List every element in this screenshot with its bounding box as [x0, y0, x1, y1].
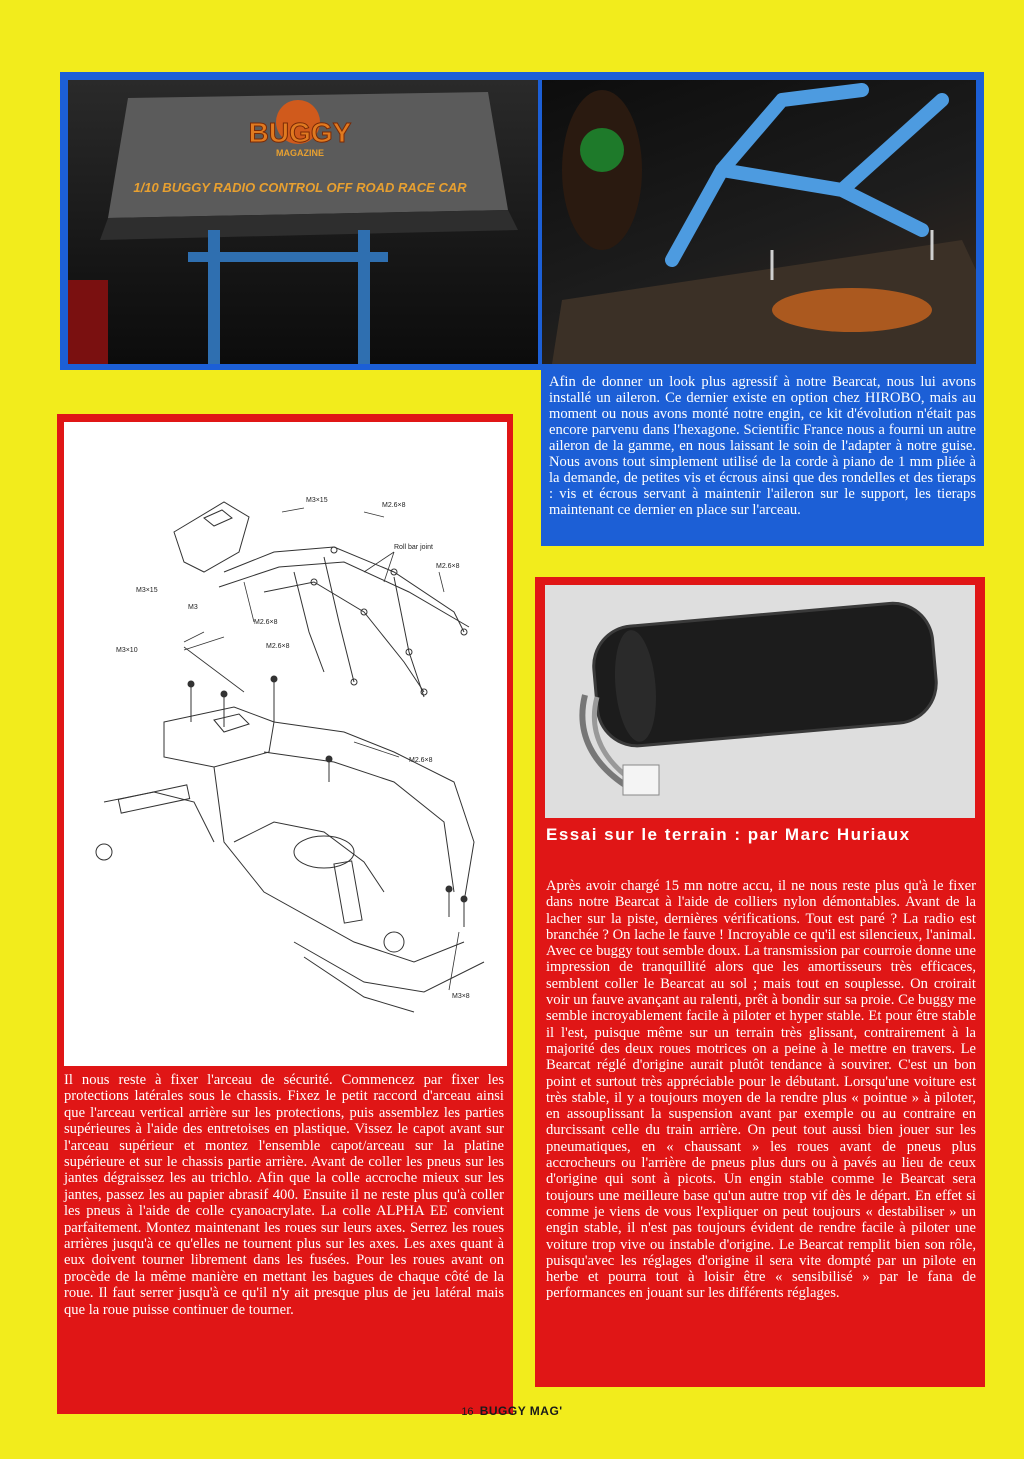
label-m26x8-right: M2.6×8: [436, 563, 460, 570]
wing-photo-art: [68, 80, 538, 364]
wing-logo-sub: MAGAZINE: [276, 148, 324, 158]
photo-caption: Afin de donner un look plus agressif à notre Bearcat, nous lui avons installé un aileron. Ce dernier existe en option chez HIROBO, mais au moment ou nous avons monté notre engin, ce kit d'évolution n'était pas encore parvenu dans l'hexagone. Scientific France nous a fourni un autre aileron de la gamme, en nous laissant le soin de l'adapter à notre guise. Nous avons tout simplement utilisé de la corde à piano de 1 mm pliée à la demande, de petites vis et écrous ainsi que des rondelles et des tieraps : vis et écrous servant à maintenir l'aileron sur le support, les tieraps maintenant ce dernier en place sur l'arceau.: [541, 370, 984, 546]
leader-lines: [184, 508, 459, 990]
wing-crossbar: [188, 252, 388, 262]
wing-strut-right: [358, 230, 370, 364]
page-footer: [0, 1404, 1024, 1418]
wing-strut-left: [208, 230, 220, 364]
assembled-buggy: [96, 707, 484, 1012]
chassis-part: [68, 280, 108, 364]
battery-label: [772, 288, 932, 332]
label-m26x8-mid2: M2.6×8: [266, 643, 290, 650]
article-title: Essai sur le terrain : par Marc Huriaux: [546, 825, 911, 844]
wing-logo-text: BUGGY: [248, 117, 352, 148]
wing-photo: [68, 80, 538, 364]
rollbar-photo-art: [542, 80, 976, 364]
label-m3x15-left: M3×15: [136, 587, 158, 594]
page-number: 16: [461, 1406, 474, 1418]
rollbar-tubes: [672, 90, 942, 260]
assembly-diagram: [64, 422, 507, 1066]
label-m3x10: M3×10: [116, 647, 138, 654]
exploded-rollbar: [174, 502, 469, 697]
screws: [188, 676, 467, 927]
magazine-name: BUGGY MAG': [479, 1404, 563, 1418]
wing-tagline: 1/10 BUGGY RADIO CONTROL OFF ROAD RACE CAR: [133, 180, 467, 195]
article-body: Après avoir chargé 15 mn notre accu, il ne nous reste plus qu'à le fixer dans notre Bearcat à l'aide de colliers nylon démontables. Avant de la lacher sur la piste, dernières vérifications. Tout est paré ? La radio est branchée ? On lache le fauve ! Incroyable ce qu'il est silencieux, l'animal. Avec ce buggy tout semble doux. La transmission par courroie donne une impression de tranquillité alors que les amortisseurs très efficaces, semblent coller le Bearcat au sol ; mais tout en souplesse. On croirait voir un fauve avançant au ralenti, prêt à bondir sur sa proie. Ce buggy me semble incroyablement facile à piloter et hyper stable. Et pour être stable il l'est, puisque même sur un terrain très glissant, contrairement à la majorité des deux roues motrices on a peine à le mettre en travers. Le Bearcat réglé d'origine aurait plutôt tendance à souvirer. C'est un bon point et surtout très appréciable pour le débutant. Lorsqu'une voiture est très stable, il y a toujours moyen de la rendre plus « pointue » à piloter, en assouplissant la suspension avant par exemple ou au contraire en durcissant celle du train arrière. On peut tout aussi bien jouer sur les pneumatiques, en « chaussant » les roues avant de pneus plus accrocheurs ou l'arrière de pneus plus durs ou à pavés au lieu de ceux d'origine qui sont à picots. Un engin stable comme le Bearcat sera toujours une meilleure base qu'un autre trop vif dès le départ. En effet si comme je viens de vous l'expliquer on peut toujours « destabiliser » un engin stable, il n'est pas toujours évident de rendre facile à piloter une voiture trop vive ou instable d'origine. Le Bearcat remplit bien son rôle, puisqu'avec les réglages d'origine il sera vite dompté par un pilote en herbe et pourra tout à loisir être « sensibilisé » par le fana de performances en jouant sur les différents réglages.: [546, 878, 976, 1302]
label-m3x15-top: M3×15: [306, 497, 328, 504]
label-m3x8: M3×8: [452, 993, 470, 1000]
battery-photo: [545, 585, 975, 818]
motor-gear: [580, 128, 624, 172]
assembly-instructions: Il nous reste à fixer l'arceau de sécurité. Commencez par fixer les protections latérales sous le chassis. Fixez le petit raccord d'arceau ainsi que l'arceau vertical arrière sur les protections, puis assemblez les parties supérieures à l'aide des entretoises en plastique. Vissez le capot avant sur l'arceau supérieur et montez l'ensemble capot/arceau sur la platine supérieure et sur le chassis partie arrière. Avant de coller les pneus sur les jantes dégraissez les au trichlo. Afin que la colle accroche mieux sur les jantes, passez les au papier abrasif 400. Ensuite il ne reste plus qu'à coller les pneus à l'aide de colle cyanoacrylate. La colle ALPHA EE convient parfaitement. Montez maintenant les roues sur leurs axes. Serrez les roues arrières jusqu'à ce qu'elles ne tournent plus sur les axes. Les axes quant à eux doivent tourner librement dans les fusées. Pour les roues avant on procède de la même manière en mettant les bagues de chaque côté de la roue. Il faut serrer jusqu'à ce qu'il n'y ait presque plus de jeu latéral mais que la roue puisse continuer de tourner.: [64, 1072, 504, 1318]
rollbar-photo: [542, 80, 976, 364]
label-m26x8-low: M2.6×8: [409, 757, 433, 764]
label-m26x8-mid: M2.6×8: [254, 619, 278, 626]
battery-photo-art: [545, 585, 975, 818]
label-roll-bar-joint: Roll bar joint: [394, 544, 433, 551]
label-m26x8-top: M2.6×8: [382, 502, 406, 509]
label-m3: M3: [188, 604, 198, 611]
assembly-diagram-art: [64, 422, 507, 1066]
battery-connector: [623, 765, 659, 795]
